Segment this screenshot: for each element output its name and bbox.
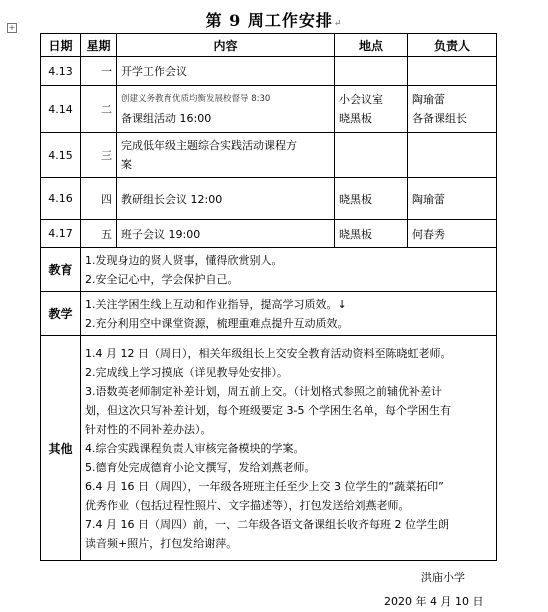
cell-week: 五 [81, 220, 117, 248]
footer-date: 2020 年 4 月 10 日 [384, 595, 484, 608]
section-row-teaching [41, 292, 497, 336]
section-line: 2.安全记心中，学会保护自己。 [85, 272, 239, 286]
place-line: 晓黑板 [339, 112, 372, 125]
cell-content: 教研组长会议 12:00 [117, 178, 335, 220]
section-line: 3.语数英老师制定补差计划，周五前上交。（计划格式参照之前辅优补差计 [85, 384, 442, 398]
cell-content [117, 86, 335, 133]
section-line: 4.综合实践课程负责人审核完备模块的学案。 [85, 441, 305, 455]
content-line: 备课组活动 16:00 [121, 112, 212, 125]
cell-date: 4.13 [41, 57, 81, 86]
section-line: 6.4 月 16 日（周四），一年级各班班主任至少上交 3 位学生的“蔬菜拓印” [85, 479, 444, 493]
section-line: 读音频+照片，打包发给谢萍。 [85, 536, 238, 550]
cell-person [408, 86, 497, 133]
cell-date: 4.16 [41, 178, 81, 220]
header-date: 日期 [41, 34, 81, 57]
header-place: 地点 [335, 34, 408, 57]
section-label: 其他 [41, 336, 81, 561]
cell-week: 一 [81, 57, 117, 86]
cell-week: 三 [81, 133, 117, 178]
cell-person: 何春秀 [408, 220, 497, 248]
section-line: 划，但这次只写补差计划，每个班级要定 3-5 个学困生名单，每个学困生有 [85, 403, 451, 417]
page-title: 第 9 周工作安排↵ [205, 11, 343, 30]
section-content [81, 336, 497, 561]
header-person: 负责人 [408, 34, 497, 57]
table-row [41, 178, 497, 220]
section-line: 针对性的不同补差办法）。 [85, 422, 212, 436]
cell-week: 二 [81, 86, 117, 133]
schedule-table [40, 33, 497, 561]
table-row [41, 57, 497, 86]
section-content [81, 248, 497, 292]
cell-place [335, 133, 408, 178]
content-line: 案 [121, 158, 132, 171]
table-row [41, 86, 497, 133]
table-row [41, 220, 497, 248]
section-line: 7.4 月 16 日（周四）前，一、二年级各语文备课组长收齐每班 2 位学生朗 [85, 517, 449, 531]
place-line: 小会议室 [339, 93, 383, 106]
header-week: 星期 [81, 34, 117, 57]
paragraph-mark-icon: ↵ [333, 19, 343, 29]
cell-person [408, 57, 497, 86]
content-line: 完成低年级主题综合实践活动课程方 [121, 139, 297, 152]
cell-person: 陶瑜蕾 [408, 178, 497, 220]
section-content [81, 292, 497, 336]
table-row [41, 133, 497, 178]
section-line: 优秀作业（包括过程性照片、文字描述等），打包发送给刘燕老师。 [85, 498, 410, 512]
section-line: 1.发现身边的贤人贤事，懂得欣赏别人。 [85, 253, 283, 267]
section-line: 2.完成线上学习摸底（详见教导处安排）。 [85, 365, 288, 379]
cell-place: 晓黑板 [335, 220, 408, 248]
section-row-other [41, 336, 497, 561]
table-anchor-icon[interactable]: + [8, 23, 16, 32]
cell-person [408, 133, 497, 178]
person-line: 各备课组长 [412, 112, 467, 125]
section-line: 5.德育处完成德育小论文撰写，发给刘燕老师。 [85, 460, 316, 474]
cell-content: 开学工作会议 [117, 57, 335, 86]
section-label: 教育 [41, 248, 81, 292]
cell-date: 4.14 [41, 86, 81, 133]
section-line: 2.充分利用空中课堂资源，梳理重难点提升互动质效。 [85, 316, 349, 330]
cell-content [117, 133, 335, 178]
cell-place: 晓黑板 [335, 178, 408, 220]
section-line: 1.4 月 12 日（周日），相关年级组长上交安全教育活动资料至陈晓虹老师。 [85, 346, 452, 360]
header-row [41, 34, 497, 57]
cell-date: 4.15 [41, 133, 81, 178]
content-line: 创建义务教育优质均衡发展校督导 8:30 [121, 94, 271, 104]
cell-place [335, 86, 408, 133]
cell-place [335, 57, 408, 86]
header-content: 内容 [117, 34, 335, 57]
footer-school: 洪庙小学 [421, 571, 465, 584]
cell-week: 四 [81, 178, 117, 220]
section-line: 1.关注学困生线上互动和作业指导，提高学习质效。↓ [85, 297, 347, 311]
section-row-education [41, 248, 497, 292]
cell-date: 4.17 [41, 220, 81, 248]
person-line: 陶瑜蕾 [412, 93, 445, 106]
cell-content: 班子会议 19:00 [117, 220, 335, 248]
section-label: 教学 [41, 292, 81, 336]
